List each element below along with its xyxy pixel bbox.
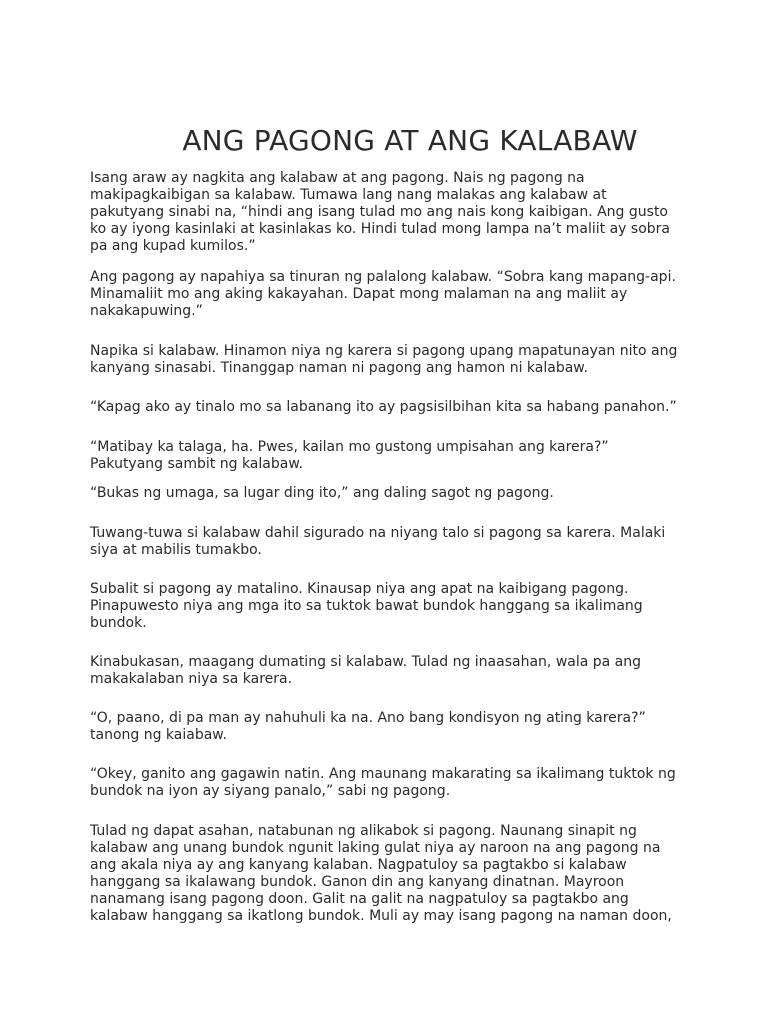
paragraph-2: Ang pagong ay napahiya sa tinuran ng palalong kalabaw. “Sobra kang mapang-api. Minamaliit mo ang aking kakayahan. Dapat mong malaman na ang maliit ay nakakapuwing.” xyxy=(90,269,676,319)
paragraph-1: Isang araw ay nagkita ang kalabaw at ang pagong. Nais ng pagong na makipagkaibigan sa kalabaw. Tumawa lang nang malakas ang kalabaw at pakutyang sinabi na, “hindi ang isang tulad mo ang nais kong kaibigan. Ang gusto ko ay iyong kasinlaki at kasinlakas ko. Hindi tulad mong lampa na’t maliit ay sobra pa ang kupad kumilos.” xyxy=(90,170,670,254)
paragraph-7: Tuwang-tuwa si kalabaw dahil sigurado na niyang talo si pagong sa karera. Malaki siya at mabilis tumakbo. xyxy=(90,525,666,558)
paragraph-8: Subalit si pagong ay matalino. Kinausap niya ang apat na kaibigang pagong. Pinapuwesto niya ang mga ito sa tuktok bawat bundok hanggang sa ikalimang bundok. xyxy=(90,581,643,631)
paragraph-4: “Kapag ako ay tinalo mo sa labanang ito ay pagsisilbihan kita sa habang panahon.” xyxy=(90,399,677,415)
paragraph-11: “Okey, ganito ang gagawin natin. Ang maunang makarating sa ikalimang tuktok ng bundok na iyon ay siyang panalo,” sabi ng pagong. xyxy=(90,766,676,799)
paragraph-9: Kinabukasan, maagang dumating si kalabaw. Tulad ng inaasahan, wala pa ang makakalaban niya sa karera. xyxy=(90,654,642,687)
paragraph-3: Napika si kalabaw. Hinamon niya ng karera si pagong upang mapatunayan nito ang kanyang sinasabi. Tinanggap naman ni pagong ang hamon ni kalabaw. xyxy=(90,343,678,376)
paragraph-10: “O, paano, di pa man ay nahuhuli ka na. Ano bang kondisyon ng ating karera?” tanong ng kaiabaw. xyxy=(90,710,646,743)
paragraph-5: “Matibay ka talaga, ha. Pwes, kailan mo gustong umpisahan ang karera?” Pakutyang sambit ng kalabaw. xyxy=(90,439,609,472)
paragraph-6: “Bukas ng umaga, sa lugar ding ito,” ang daling sagot ng pagong. xyxy=(90,485,554,501)
paragraph-12: Tulad ng dapat asahan, natabunan ng alikabok si pagong. Naunang sinapit ng kalabaw ang unang bundok ngunit laking gulat niya ay naroon na ang pagong na ang akala niya ay ang kanyang kalaban. Nagpatuloy sa pagtakbo si kalabaw hanggang sa ikalawang bundok. Ganon din ang kanyang dinatnan. Mayroon nanamang isang pagong doon. Galit na galit na nagpatuloy sa pagtakbo ang kalabaw hanggang sa ikatlong bundok. Muli ay may isang pagong na naman doon, xyxy=(90,823,672,924)
document-title: ANG PAGONG AT ANG KALABAW xyxy=(182,124,638,157)
